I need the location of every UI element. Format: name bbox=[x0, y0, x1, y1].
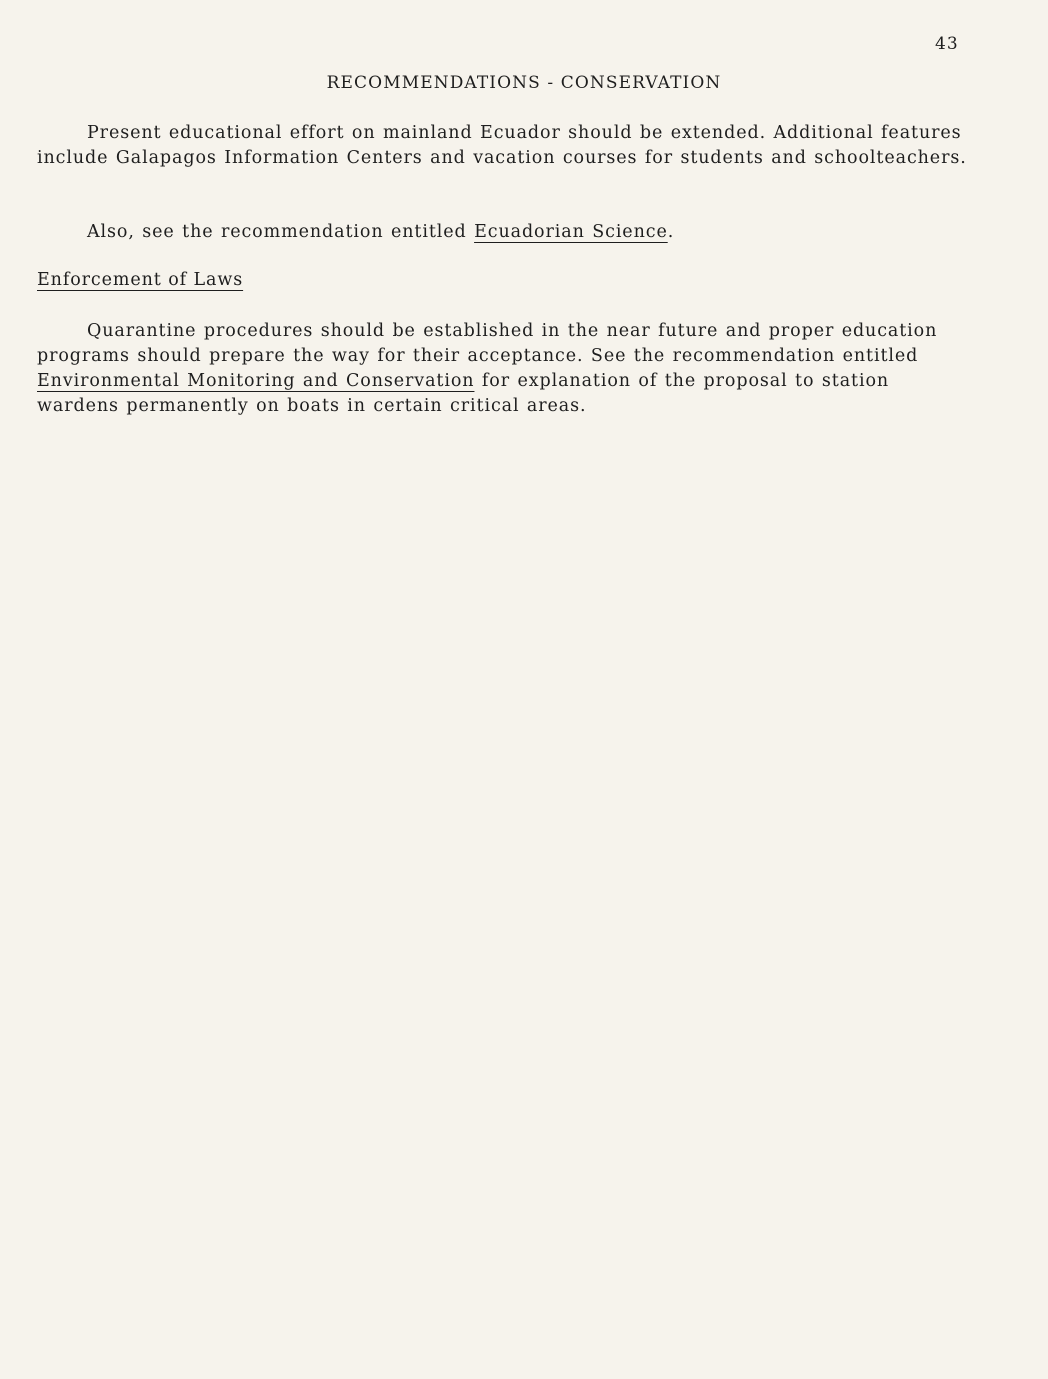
quarantine-text: Quarantine procedures should be established in the near future and proper education programs should prepare the way for their acceptance. See the recommendation entitled bbox=[37, 321, 938, 366]
page-number: 43 bbox=[935, 34, 959, 54]
page-title: RECOMMENDATIONS - CONSERVATION bbox=[326, 73, 722, 93]
environmental-monitoring-reference: Environmental Monitoring and Conservation bbox=[37, 371, 475, 391]
see-also-text: Also, see the recommendation entitled bbox=[87, 222, 475, 242]
ecuadorian-science-reference: Ecuadorian Science bbox=[474, 222, 668, 242]
quarantine-text-end: for explanation of the proposal to station wardens permanently on boats in certain critical areas. bbox=[37, 371, 890, 416]
section-heading-enforcement: Enforcement of Laws bbox=[37, 270, 244, 290]
paragraph-see-also bbox=[37, 220, 972, 245]
paragraph-quarantine bbox=[37, 319, 972, 419]
see-also-end: . bbox=[667, 222, 675, 242]
paragraph-education: Present educational effort on mainland Ecuador should be extended. Additional features include Galapagos Information Centers and vacation courses for students and schoolteachers. bbox=[37, 123, 967, 168]
